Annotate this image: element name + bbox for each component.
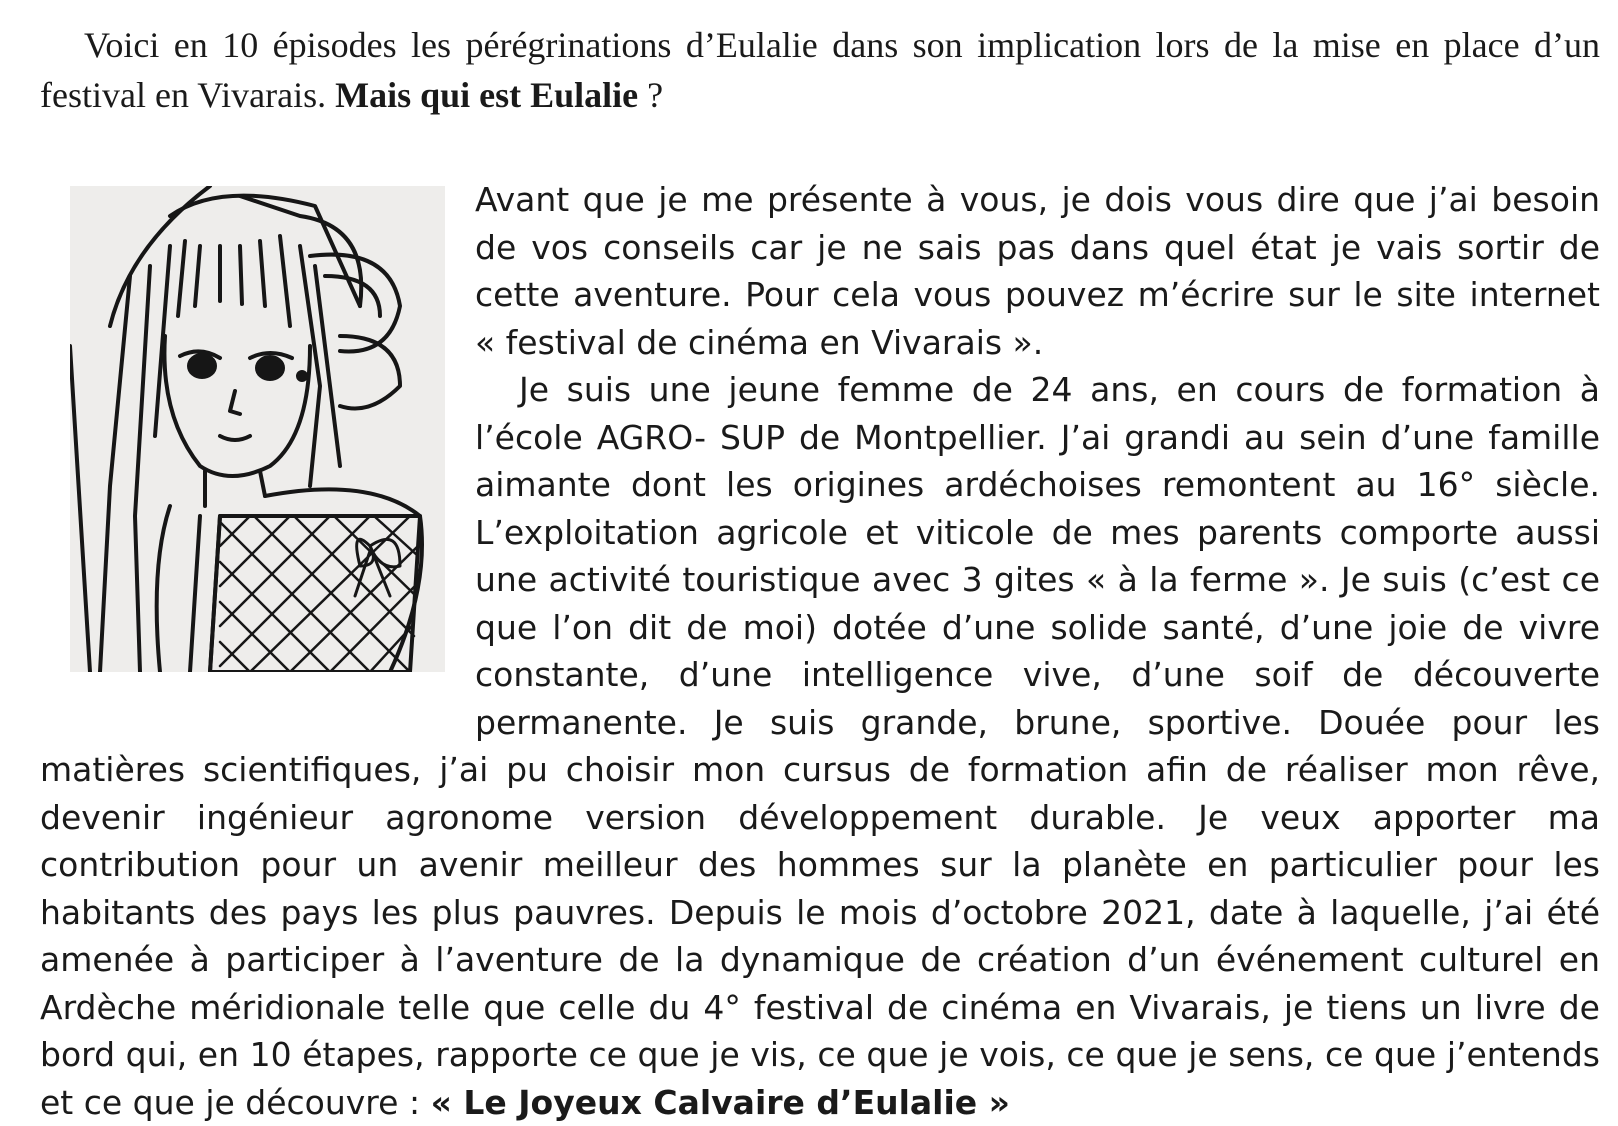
- image-float-spacer: [40, 176, 475, 706]
- body-text: [40, 176, 1600, 1122]
- paragraph-1: Avant que je me présente à vous, je dois vous dire que j’ai besoin de vos conseils car je ne sais pas dans quel état je vais sortir de cette aventure. Pour cela vous pouvez m’écrire sur le site internet « festival de cinéma en Vivarais ».: [475, 180, 1600, 362]
- intro-question-mark: ?: [638, 75, 664, 115]
- closing-title: « Le Joyeux Calvaire d’Eulalie »: [430, 1082, 1010, 1122]
- intro-paragraph: [40, 20, 1600, 120]
- intro-bold-question: Mais qui est Eulalie: [335, 75, 639, 115]
- intro-text: Voici en 10 épisodes les pérégrinations d’Eulalie dans son implication lors de la mise en place d’un festival en Vivarais.: [40, 25, 1600, 115]
- paragraph-2-text: Je suis une jeune femme de 24 ans, en cours de formation à l’école AGRO- SUP de Montpellier. J’ai grandi au sein d’une famille aimante dont les origines ardéchoises remontent au 16° siècle. L’exploitation agricole et viticole de mes parents comporte aussi une activité touristique avec 3 gites « à la ferme ». Je suis (c’est ce que l’on dit de moi) dotée d’une solide santé, d’une joie de vivre constante, d’une intelligence vive, d’une soif de découverte permanente. Je suis grande, brune, sportive. Douée pour les matières scientifiques, j’ai pu choisir mon cursus de formation afin de réaliser mon rêve, devenir ingénieur agronome version développement durable. Je veux apporter ma contribution pour un avenir meilleur des hommes sur la planète en particulier pour les habitants des pays les plus pauvres. Depuis le mois d’octobre 2021, date à laquelle, j’ai été amenée à participer à l’aventure de la dynamique de création d’un événement culturel en Ardèche méridionale telle que celle du 4° festival de cinéma en Vivarais, je tiens un livre de bord qui, en 10 étapes, rapporte ce que je vis, ce que je vois, ce que je sens, ce que j’entends et ce que je découvre :: [40, 370, 1600, 1122]
